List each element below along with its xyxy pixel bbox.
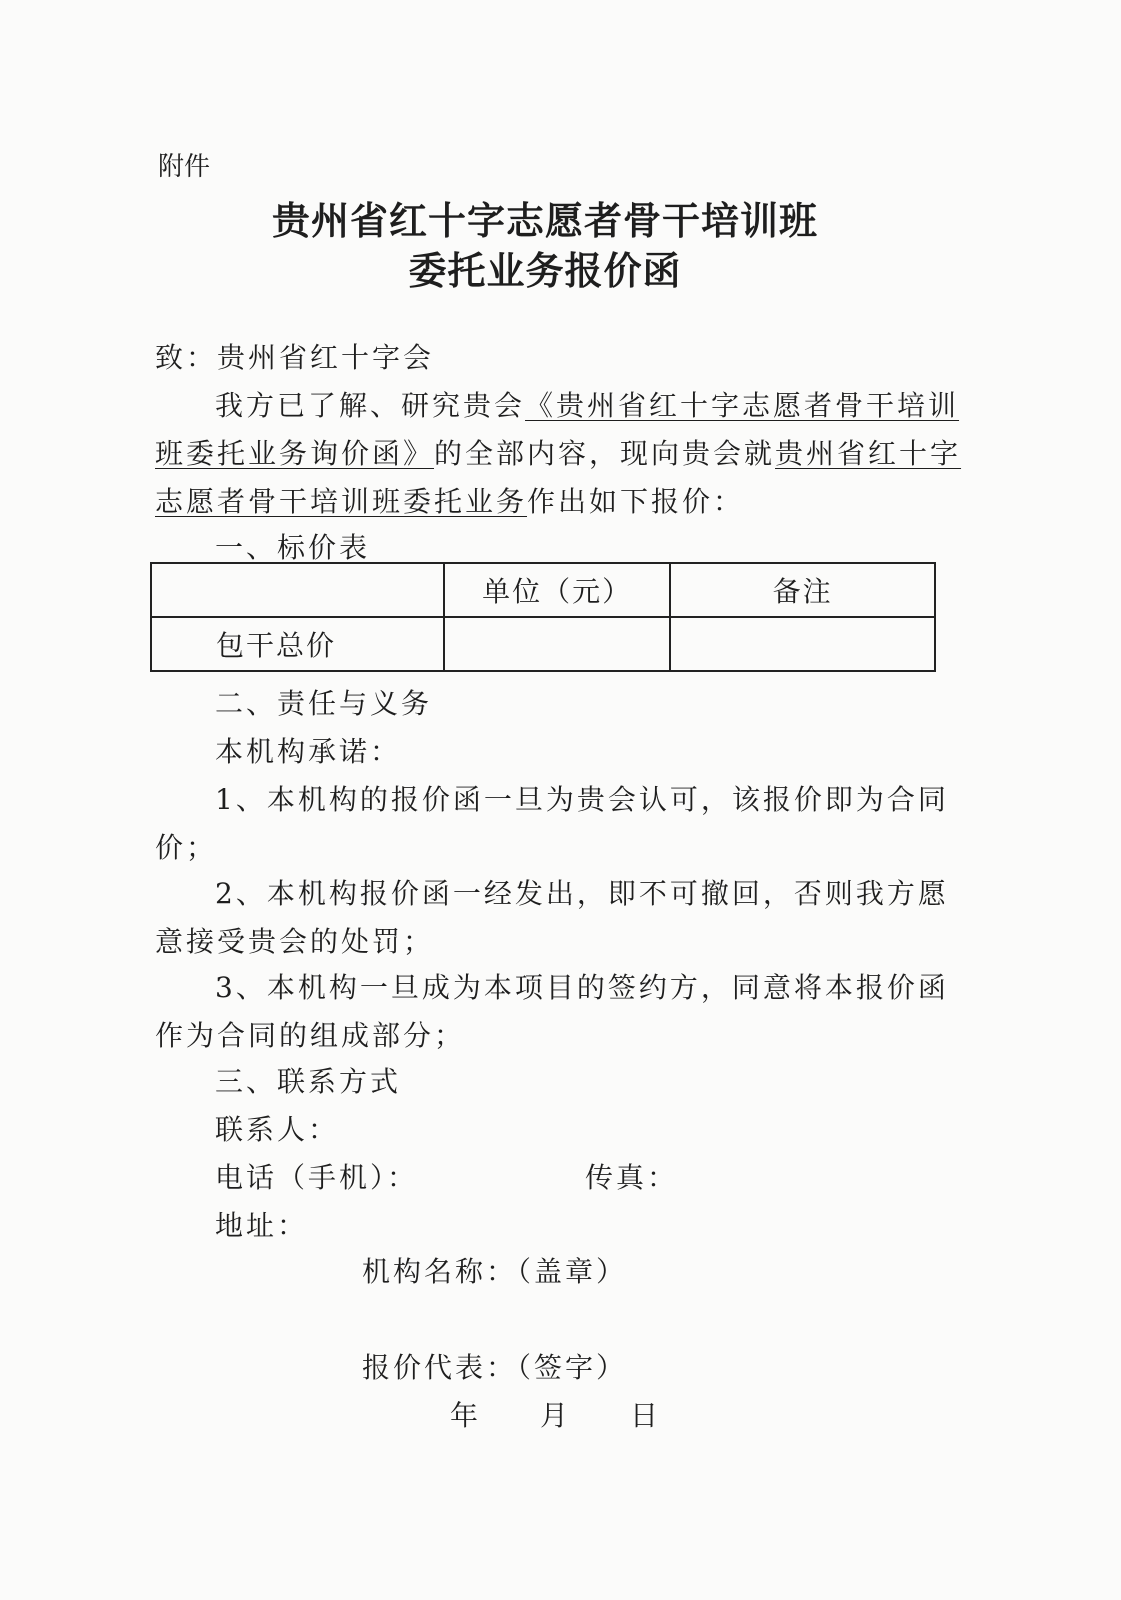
table-header-cell [151,563,444,617]
title-line-2: 委托业务报价函 [408,248,682,293]
table-cell-remark [670,617,935,671]
contact-person-label: 联系人： [215,1113,340,1146]
commitment-item-2-line-1: 2、本机构报价函一经发出，即不可撤回，否则我方愿 [215,877,949,910]
commitment-item-1-line-1: 1、本机构的报价函一旦为贵会认可，该报价即为合同 [215,783,949,816]
salutation [155,336,434,376]
intro-doc-title-2: 班委托业务询价函》 [155,437,435,470]
commitment-item-3-line-1: 3、本机构一旦成为本项目的签约方，同意将本报价函 [215,971,949,1004]
date-day-label: 日 [630,1399,662,1432]
commitment-item-1-line-2: 价； [155,831,218,864]
table-header-cell: 单位（元） [444,563,670,617]
intro-line-3 [155,480,744,520]
commitment-lead: 本机构承诺： [215,735,402,768]
date-year-label: 年 [450,1399,482,1432]
intro-line-1 [215,384,959,424]
commitment-item-3-line-2: 作为合同的组成部分； [155,1019,466,1052]
intro-text-2: 的全部内容，现向贵会就 [434,437,776,470]
address-label: 地址： [215,1209,309,1242]
intro-project-1: 贵州省红十字 [775,437,962,470]
section-3-heading: 三、联系方式 [215,1065,402,1098]
salutation-recipient: 贵州省红十字会 [217,341,435,374]
intro-doc-title-1: 《贵州省红十字志愿者骨干培训 [525,389,960,422]
representative-signature-label: 报价代表：（签字） [362,1351,628,1384]
table-row [151,617,935,671]
intro-line-2 [155,432,961,472]
commitment-item-2-line-2: 意接受贵会的处罚； [155,925,435,958]
salutation-to: 致： [155,341,218,374]
section-2-heading: 二、责任与义务 [215,687,433,720]
intro-project-2: 志愿者骨干培训班委托业务 [155,485,528,518]
intro-text-1: 我方已了解、研究贵会 [215,389,526,422]
table-cell-total-label: 包干总价 [151,617,444,671]
table-header-cell: 备注 [670,563,935,617]
table-header-row [151,563,935,617]
date-month-label: 月 [540,1399,572,1432]
attachment-label: 附件 [158,152,211,182]
fax-label: 传真： [585,1161,679,1194]
org-name-seal-label: 机构名称：（盖章） [362,1255,628,1288]
section-1-heading: 一、标价表 [215,531,371,564]
title-line-1: 贵州省红十字志愿者骨干培训班 [271,198,818,243]
price-table [150,562,936,672]
phone-label: 电话（手机）： [215,1161,419,1194]
table-cell-unit-price [444,617,670,671]
intro-text-3: 作出如下报价： [527,485,745,518]
